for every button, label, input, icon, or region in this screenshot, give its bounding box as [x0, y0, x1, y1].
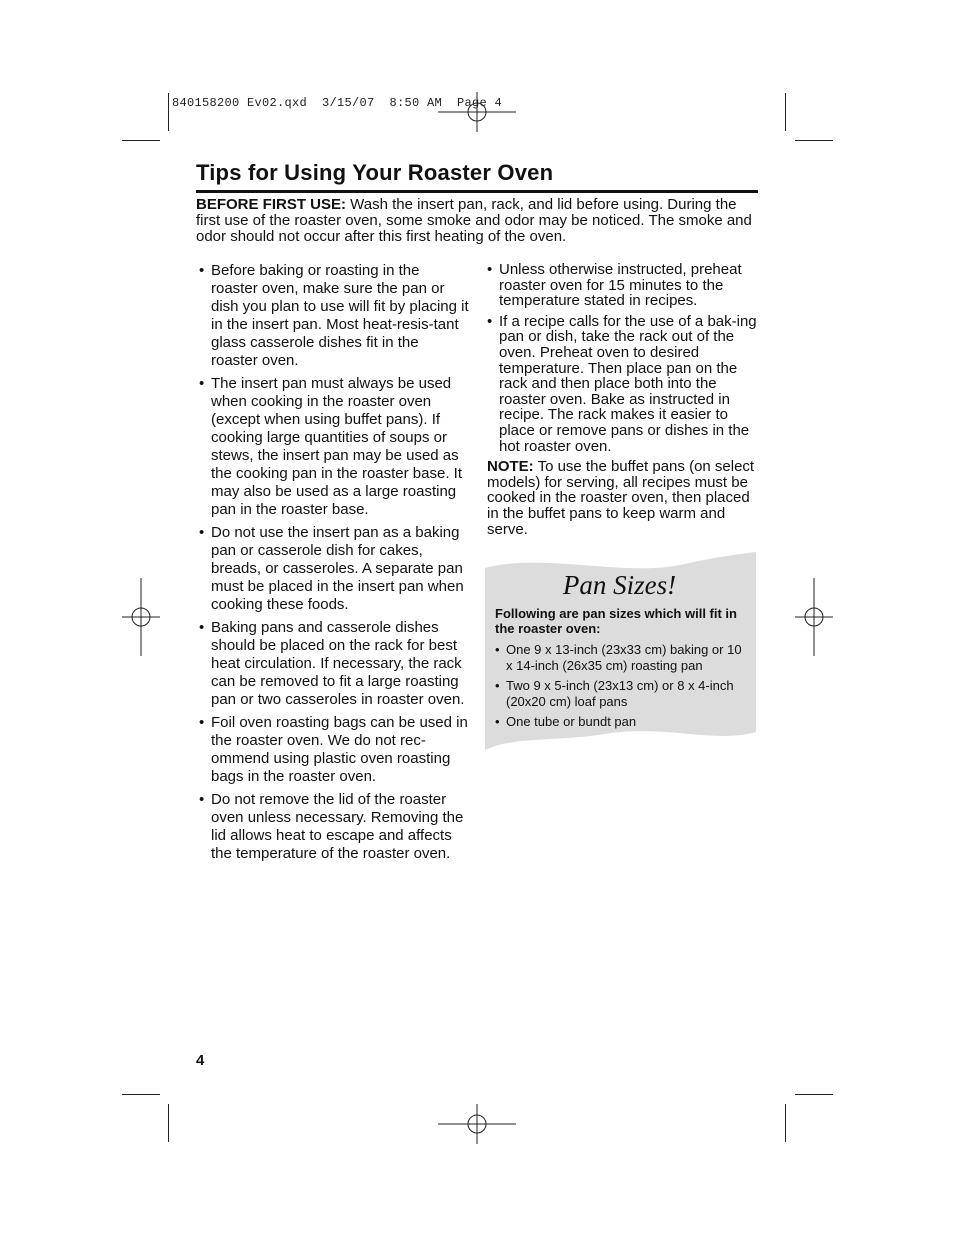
list-item: • The insert pan must always be used when cooking in the roaster oven (except when using buffet pans). If cooking large quantities of soups or stews, the insert pan may be used as the cooking pan in the roaster base. It may also be used as a large roasting pan in the roaster base.	[199, 375, 462, 518]
left-tips-column	[199, 262, 469, 868]
print-slug: 840158200 Ev02.qxd 3/15/07 8:50 AM Page 4	[172, 96, 503, 110]
crop-mark	[122, 140, 160, 141]
note-text: To use the buffet pans (on select models) for serving, all recipes must be cooked in the roaster oven, then placed in the buffet pans to keep warm and serve.	[487, 458, 755, 538]
pan-size-text: Two 9 x 5-inch (23x13 cm) or 8 x 4-inch (20x20 cm) loaf pans	[506, 678, 734, 709]
tip-text: Baking pans and casserole dishes should be placed on the rack for best heat circulation. If necessary, the rack can be removed to fit a large roasting pan or two casseroles in roaster oven.	[211, 619, 465, 708]
crop-mark	[168, 1104, 169, 1142]
registration-mark-icon	[795, 578, 833, 656]
crop-mark	[795, 140, 833, 141]
list-item: • Do not remove the lid of the roaster oven unless necessary. Removing the lid allows heat to escape and affects the temperature of the roaster oven.	[199, 791, 464, 862]
list-item: • Baking pans and casserole dishes should be placed on the rack for best heat circulation. If necessary, the rack can be removed to fit a large roasting pan or two casseroles in roaster oven.	[199, 619, 465, 708]
page-number: 4	[196, 1052, 205, 1069]
intro-paragraph	[196, 197, 756, 245]
list-item: • Foil oven roasting bags can be used in the roaster oven. We do not rec-ommend using plastic oven roasting bags in the roaster oven.	[199, 714, 468, 785]
list-item: • One tube or bundt pan	[495, 714, 637, 729]
page-title: Tips for Using Your Roaster Oven	[196, 160, 554, 185]
pan-size-text: One tube or bundt pan	[506, 714, 637, 729]
tip-text: Do not use the insert pan as a baking pan or casserole dish for cakes, breads, or casseroles. A separate pan must be placed in the insert pan when cooking these foods.	[211, 524, 464, 613]
list-item: • Two 9 x 5-inch (23x13 cm) or 8 x 4-inch (20x20 cm) loaf pans	[495, 678, 734, 709]
registration-mark-icon	[438, 92, 516, 132]
tip-text: Foil oven roasting bags can be used in the roaster oven. We do not rec-ommend using plastic oven roasting bags in the roaster oven.	[211, 714, 468, 785]
list-item: • One 9 x 13-inch (23x33 cm) baking or 10 x 14-inch (26x35 cm) roasting pan	[495, 642, 742, 673]
intro-text: Wash the insert pan, rack, and lid before using. During the first use of the roaster oven, some smoke and odor may be noticed. The smoke and odor should not occur after this first heating of the oven.	[196, 196, 752, 245]
pan-sizes-title: Pan Sizes!	[562, 570, 677, 600]
intro-label: BEFORE FIRST USE:	[196, 196, 347, 213]
tip-text: The insert pan must always be used when cooking in the roaster oven (except when using buffet pans). If cooking large quantities of soups or stews, the insert pan may be used as the cooking pan in the roaster base. It may also be used as a large roasting pan in the roaster base.	[211, 375, 462, 518]
list-item: • If a recipe calls for the use of a bak-ing pan or dish, take the rack out of the oven. Preheat oven to desired temperature. Then place pan on the rack and then place both into the roaster oven. Bake as instructed in recipe. The rack makes it easier to place or remove pans or dishes in the hot roaster oven.	[487, 312, 757, 455]
pan-size-text: One 9 x 13-inch (23x33 cm) baking or 10 x 14-inch (26x35 cm) roasting pan	[506, 642, 742, 673]
crop-mark	[795, 1094, 833, 1095]
tip-text: Before baking or roasting in the roaster oven, make sure the pan or dish you plan to use will fit by placing it in the insert pan. Most heat-resis-tant glass casserole dishes fit in the roaster oven.	[211, 262, 469, 369]
registration-mark-icon	[122, 578, 160, 656]
crop-mark	[168, 93, 169, 131]
list-item: • Do not use the insert pan as a baking pan or casserole dish for cakes, breads, or casseroles. A separate pan must be placed in the insert pan when cooking these foods.	[199, 524, 464, 613]
list-item: • Unless otherwise instructed, preheat roaster oven for 15 minutes to the temperature stated in recipes.	[487, 261, 742, 310]
crop-mark	[785, 1104, 786, 1142]
pan-sizes-list	[495, 642, 750, 730]
title-rule	[196, 190, 758, 193]
list-item: • Before baking or roasting in the roaster oven, make sure the pan or dish you plan to use will fit by placing it in the insert pan. Most heat-resis-tant glass casserole dishes fit in the roaster oven.	[199, 262, 469, 369]
crop-mark	[122, 1094, 160, 1095]
right-tips-column	[487, 262, 757, 537]
note-paragraph	[487, 459, 757, 537]
tip-text: If a recipe calls for the use of a bak-ing pan or dish, take the rack out of the oven. Preheat oven to desired temperature. Then place pan on the rack and then place both into the roaster oven. Bake as instructed in recipe. The rack makes it easier to place or remove pans or dishes in the hot roaster oven.	[499, 312, 757, 455]
registration-mark-icon	[438, 1104, 516, 1144]
tip-text: Do not remove the lid of the roaster oven unless necessary. Removing the lid allows heat to escape and affects the temperature of the roaster oven.	[211, 791, 464, 862]
pan-sizes-content	[495, 568, 750, 734]
pan-sizes-intro: Following are pan sizes which will fit in the roaster oven:	[495, 606, 737, 636]
crop-mark	[785, 93, 786, 131]
note-label: NOTE:	[487, 458, 534, 476]
tip-text: Unless otherwise instructed, preheat roaster oven for 15 minutes to the temperature stated in recipes.	[499, 261, 742, 310]
